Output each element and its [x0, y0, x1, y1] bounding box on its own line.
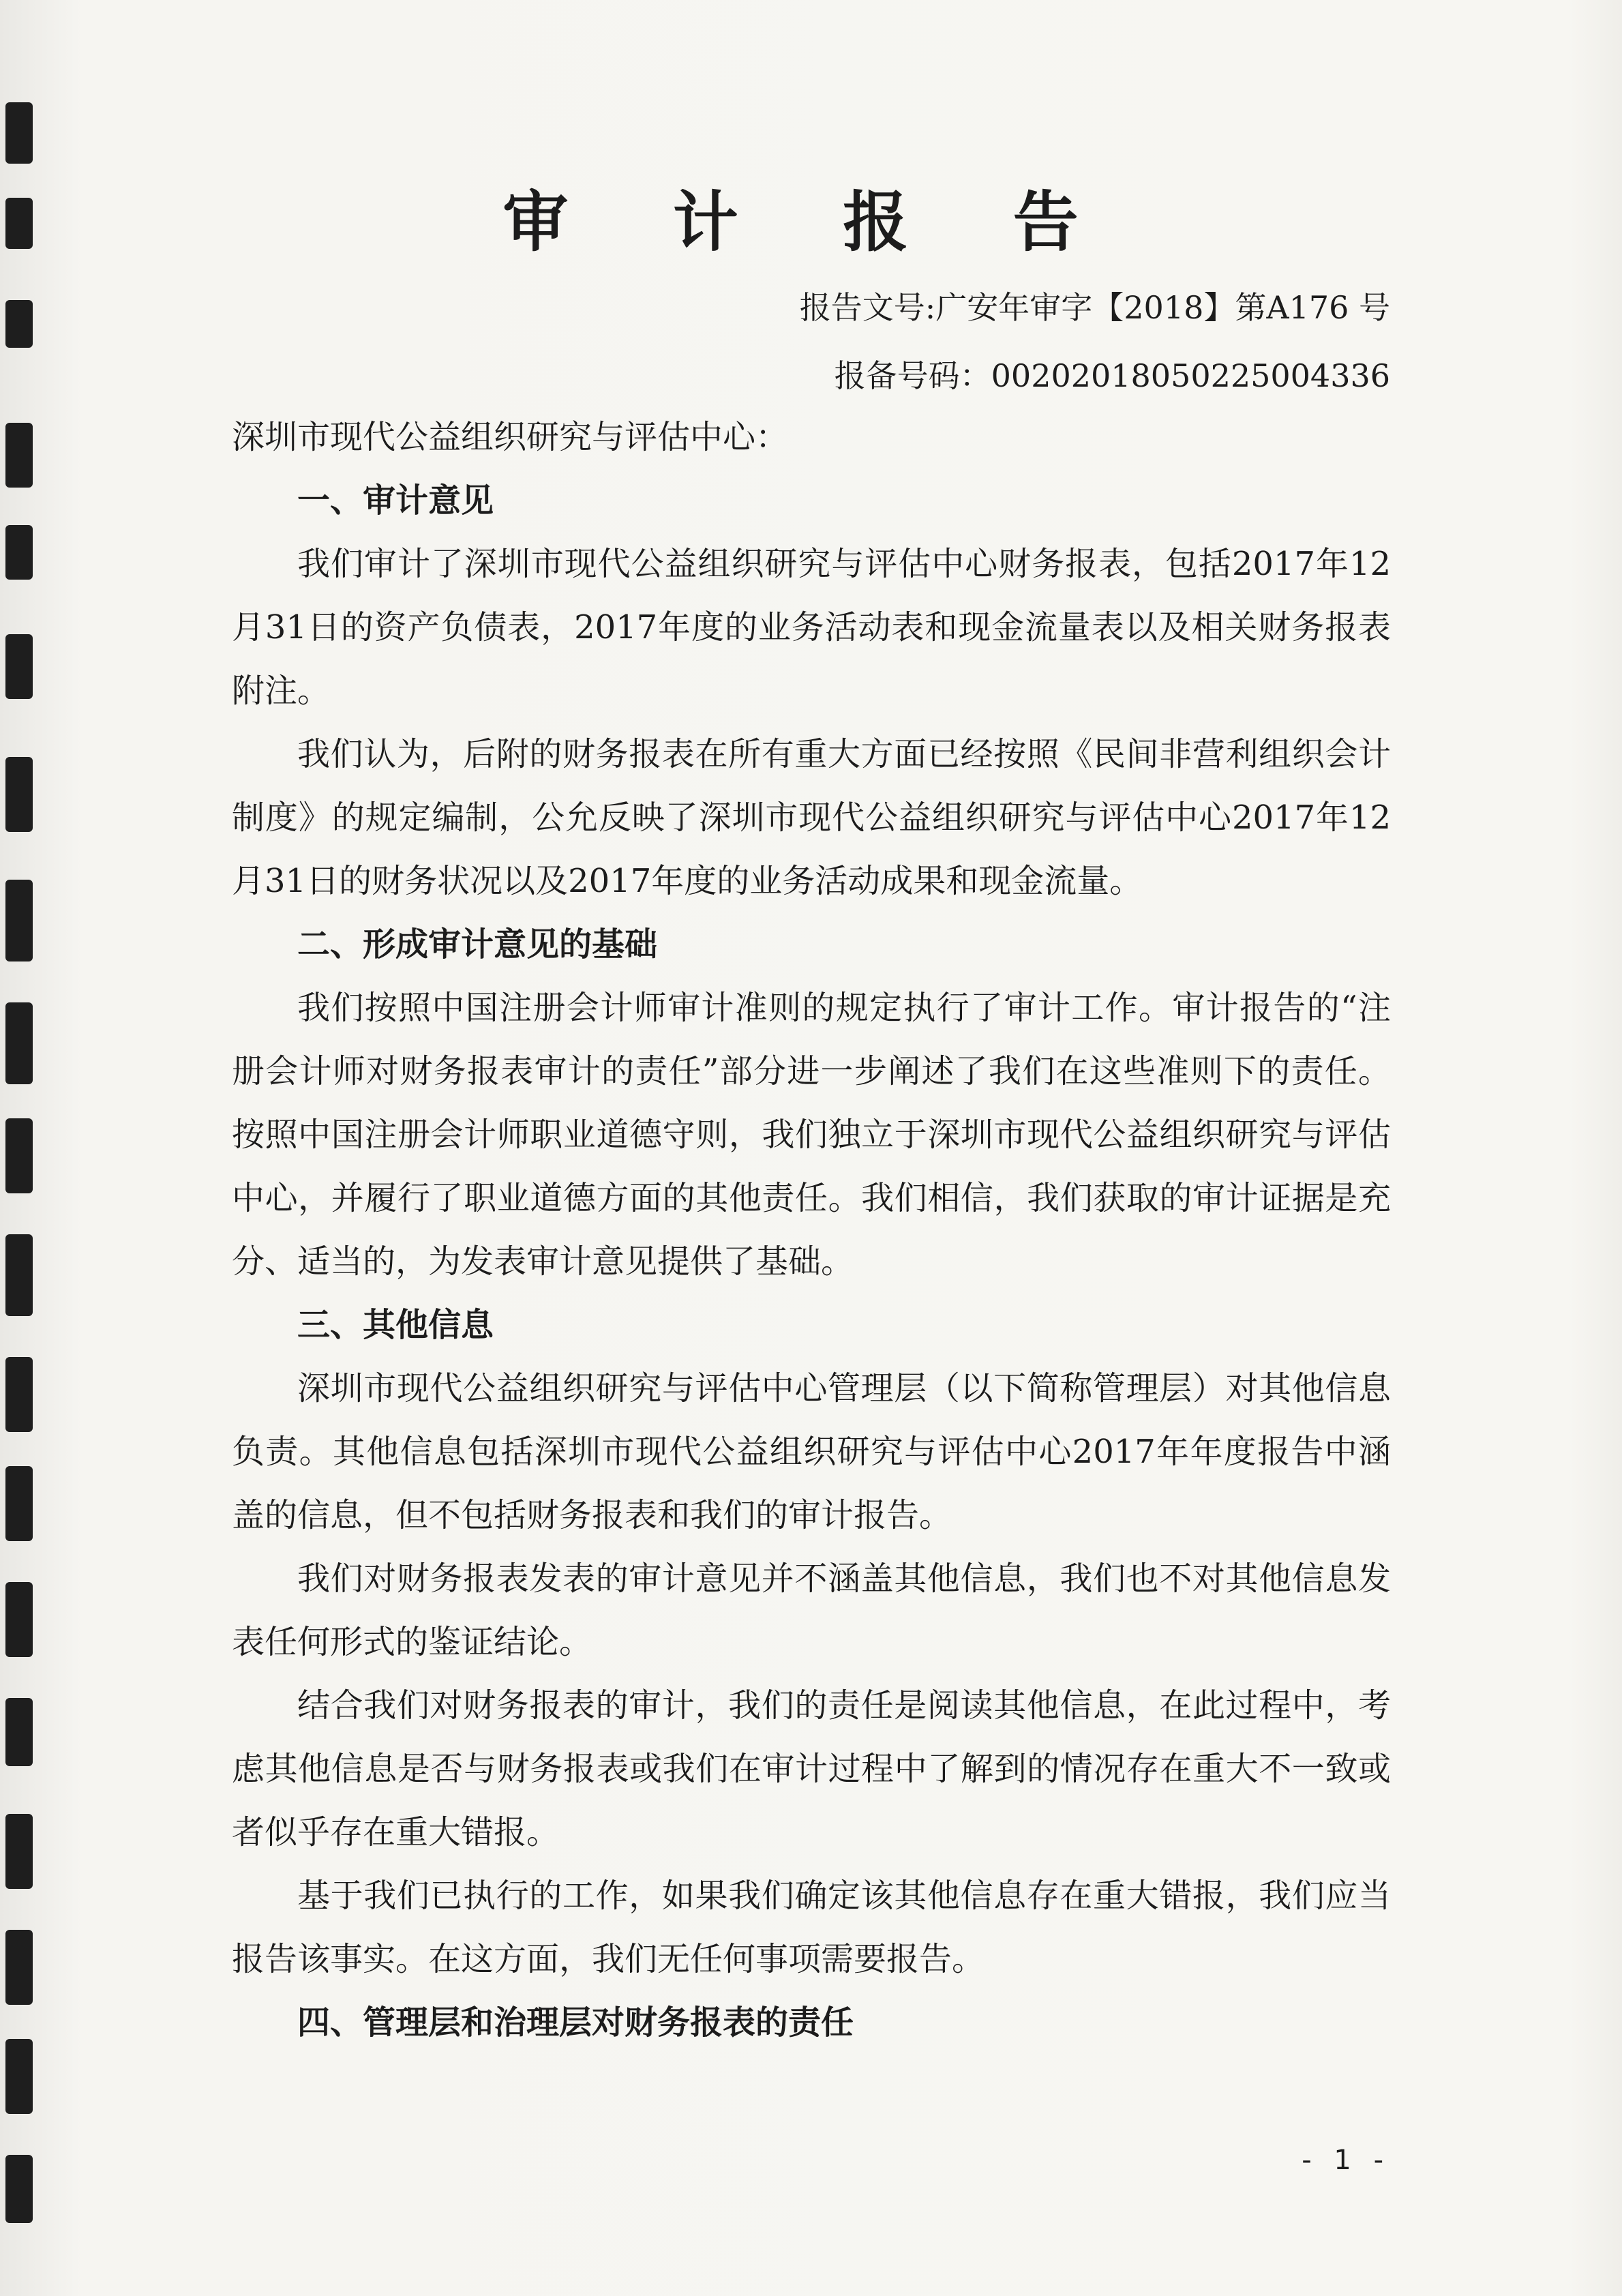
binding-hole-mark: [5, 423, 33, 488]
page-number: - 1 -: [1302, 2145, 1390, 2176]
binding-hole-mark: [5, 757, 33, 832]
binding-hole-mark: [5, 1582, 33, 1657]
addressee: 深圳市现代公益组织研究与评估中心：: [232, 418, 789, 456]
document-title: 审 计 报 告: [502, 183, 1120, 260]
binding-hole-mark: [5, 2155, 33, 2223]
section-heading: 四、管理层和治理层对财务报表的责任: [297, 2003, 854, 2042]
binding-hole-mark: [5, 1698, 33, 1766]
paragraph: 我们对财务报表发表的审计意见并不涵盖其他信息，我们也不对其他信息发表任何形式的鉴证结论。: [232, 1560, 1391, 1661]
paragraph: 我们按照中国注册会计师审计准则的规定执行了审计工作。审计报告的“注册会计师对财务报表审计的责任”部分进一步阐述了我们在这些准则下的责任。按照中国注册会计师职业道德守则，我们独立于深圳市现代公益组织研究与评估中心，并履行了职业道德方面的其他责任。我们相信，我们获取的审计证据是充分、适当的，为发表审计意见提供了基础。: [232, 989, 1391, 1281]
binding-hole-mark: [5, 300, 33, 348]
binding-hole-mark: [5, 1234, 33, 1316]
report-body: [232, 406, 1391, 2055]
paragraph: 深圳市现代公益组织研究与评估中心管理层（以下简称管理层）对其他信息负责。其他信息包括深圳市现代公益组织研究与评估中心2017年年度报告中涵盖的信息，但不包括财务报表和我们的审计报告。: [232, 1369, 1391, 1534]
binding-hole-mark: [5, 1814, 33, 1889]
section-heading: 二、形成审计意见的基础: [297, 925, 658, 964]
binding-hole-mark: [5, 1930, 33, 2005]
binding-hole-mark: [5, 880, 33, 961]
binding-hole-mark: [5, 1357, 33, 1432]
binding-hole-mark: [5, 634, 33, 699]
binding-hole-mark: [5, 1118, 33, 1193]
paragraph: 我们审计了深圳市现代公益组织研究与评估中心财务报表，包括2017年12月31日的资产负债表，2017年度的业务活动表和现金流量表以及相关财务报表附注。: [232, 545, 1391, 710]
report-number: 报告文号:广安年审字【2018】第A176 号: [799, 289, 1390, 326]
binding-hole-mark: [5, 2039, 33, 2114]
binding-holes: [0, 0, 55, 2296]
binding-hole-mark: [5, 1002, 33, 1084]
paragraph: 结合我们对财务报表的审计，我们的责任是阅读其他信息，在此过程中，考虑其他信息是否与财务报表或我们在审计过程中了解到的情况存在重大不一致或者似乎存在重大错报。: [232, 1686, 1391, 1851]
binding-hole-mark: [5, 102, 33, 164]
paragraph: 我们认为，后附的财务报表在所有重大方面已经按照《民间非营利组织会计制度》的规定编制，公允反映了深圳市现代公益组织研究与评估中心2017年12月31日的财务状况以及2017年度的业务活动成果和现金流量。: [232, 735, 1391, 900]
binding-hole-mark: [5, 1466, 33, 1541]
section-heading: 一、审计意见: [297, 481, 494, 520]
paragraph: 基于我们已执行的工作，如果我们确定该其他信息存在重大错报，我们应当报告该事实。在这方面，我们无任何事项需要报告。: [232, 1877, 1391, 1978]
binding-hole-mark: [5, 525, 33, 580]
section-heading: 三、其他信息: [297, 1306, 494, 1344]
filing-number: 报备号码：00202018050225004336: [834, 357, 1390, 394]
